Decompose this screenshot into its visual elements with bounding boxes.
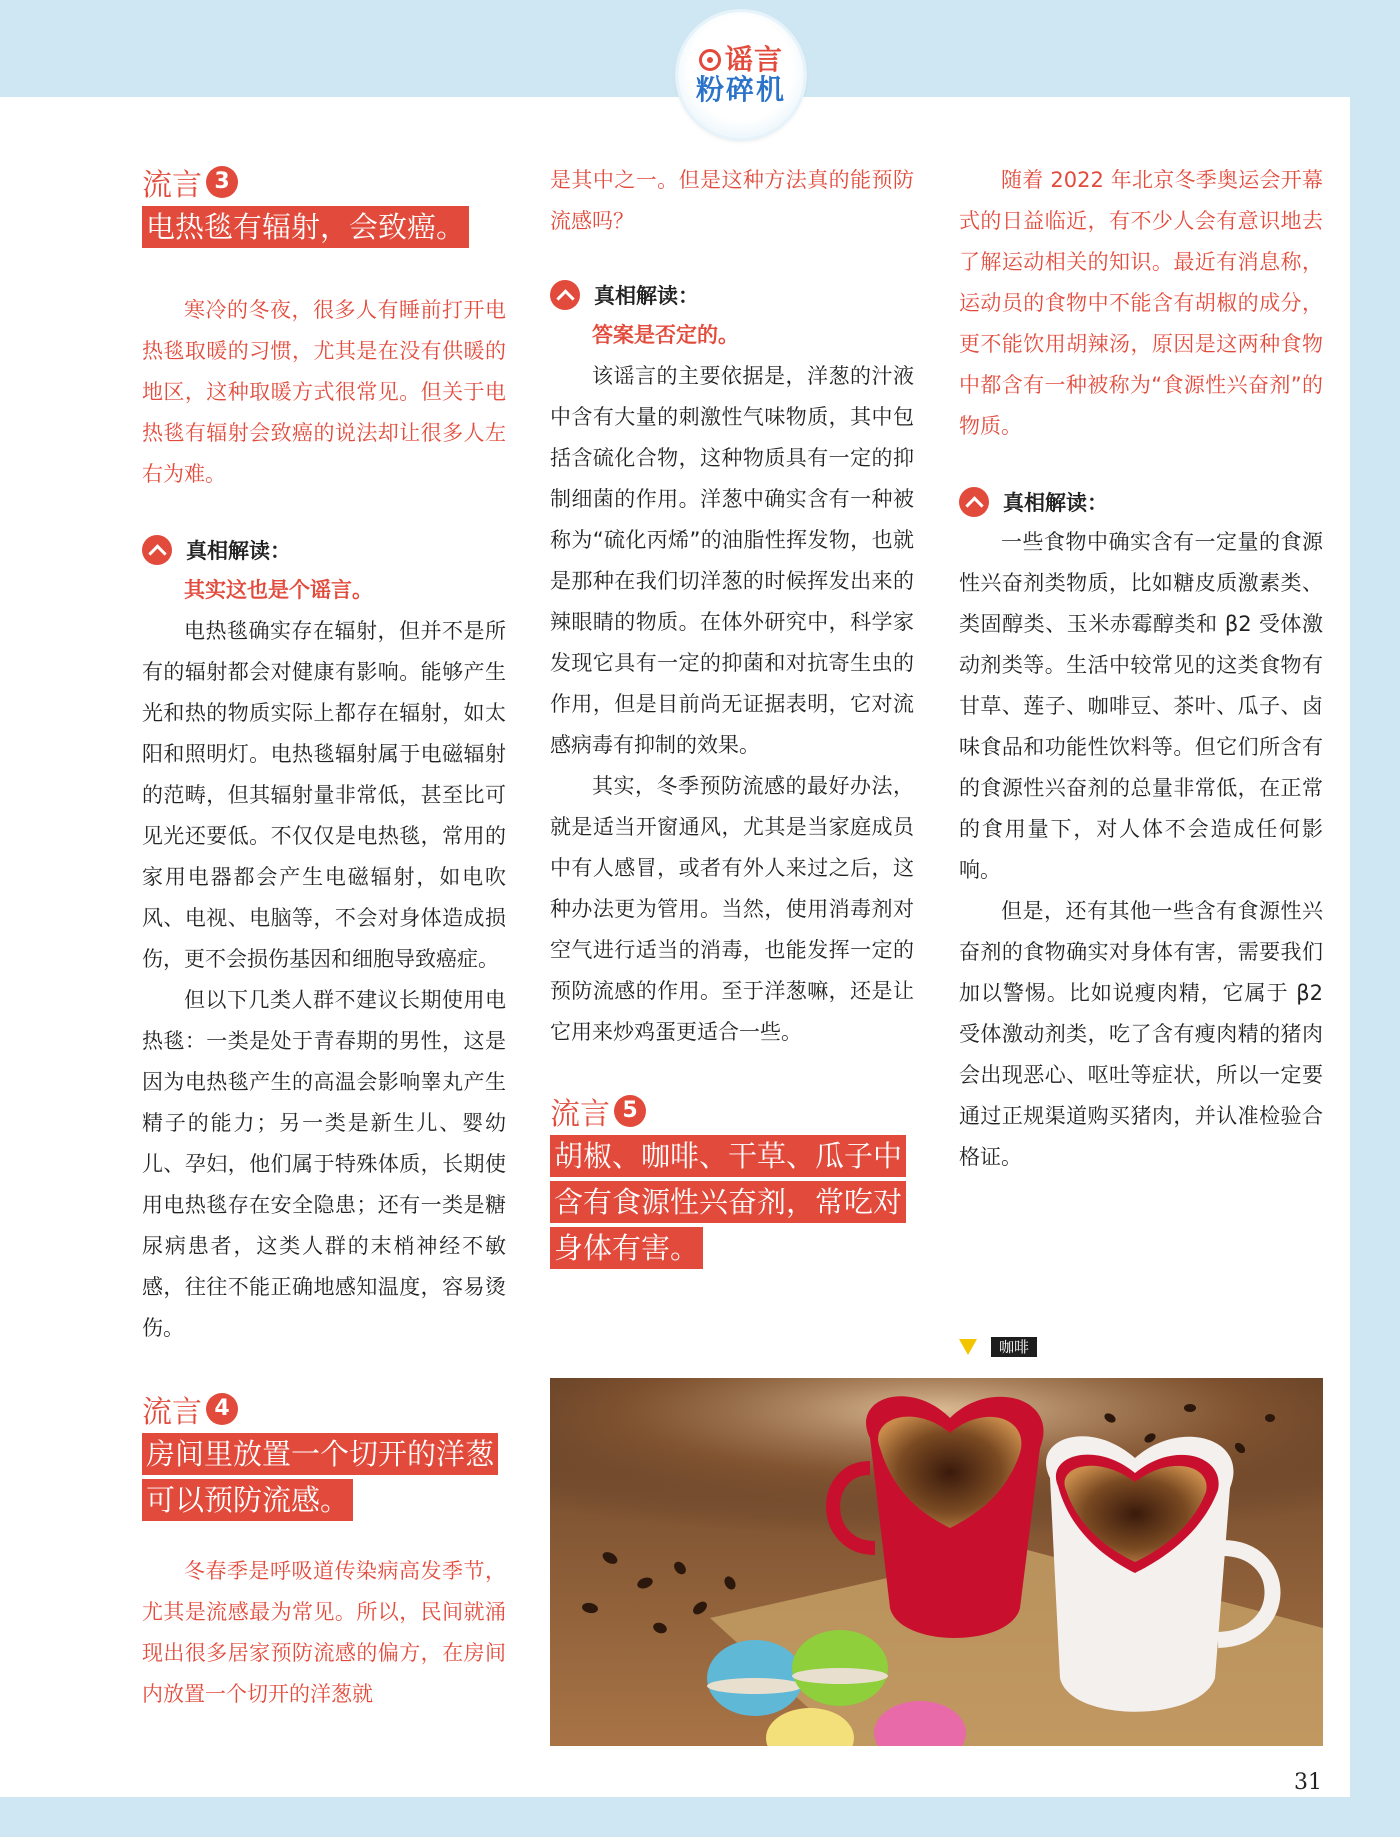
rumor-3-title	[142, 206, 506, 252]
rumor-5-title-line: 身体有害。	[550, 1227, 703, 1269]
truth-icon	[959, 487, 989, 517]
rumor-crusher-logo	[678, 12, 804, 138]
rumor-5-paragraph: 一些食物中确实含有一定量的食源性兴奋剂类物质，比如糖皮质激素类、类固醇类、玉米赤霉醇类和 β2 受体激动剂类等。生活中较常见的这类食物有甘草、莲子、咖啡豆、茶叶、瓜子、卤味食品和功能性饮料等。但它们所含有的食源性兴奋剂的总量非常低，在正常的食用量下，对人体不会造成任何影响。	[959, 530, 1323, 882]
rumor-4-title	[142, 1433, 506, 1525]
rumor-4-intro-continued: 是其中之一。但是这种方法真的能预防流感吗？	[550, 168, 914, 233]
rumor-4-number-badge: 4	[206, 1393, 238, 1425]
rumor-5-title	[550, 1135, 914, 1273]
truth-icon	[550, 280, 580, 310]
rumor-5-label: 流言 5	[550, 1089, 914, 1133]
broadcast-icon	[699, 49, 721, 71]
column-2	[550, 160, 914, 1273]
page-number: 31	[1294, 1770, 1322, 1795]
column-3	[959, 160, 1323, 1178]
rumor-4-paragraph: 其实，冬季预防流感的最好办法，就是适当开窗通风，尤其是当家庭成员中有人感冒，或者有外人来过之后，这种办法更为管用。当然，使用消毒剂对空气进行适当的消毒，也能发挥一定的预防流感的作用。至于洋葱嘛，还是让它用来炒鸡蛋更适合一些。	[550, 774, 914, 1044]
rumor-4-intro: 冬春季是呼吸道传染病高发季节，尤其是流感最为常见。所以，民间就涌现出很多居家预防流感的偏方，在房间内放置一个切开的洋葱就	[142, 1559, 506, 1706]
rumor-3-truth-heading: 真相解读：	[142, 529, 506, 570]
page-bottom-strip	[0, 1797, 1400, 1837]
rumor-3-intro: 寒冷的冬夜，很多人有睡前打开电热毯取暖的习惯，尤其是在没有供暖的地区，这种取暖方式很常见。但关于电热毯有辐射会致癌的说法却让很多人左右为难。	[142, 298, 506, 486]
column-1	[142, 160, 506, 1715]
rumor-5-truth-heading: 真相解读：	[959, 481, 1323, 522]
rumor-3-label: 流言 3	[142, 160, 506, 204]
rumor-3-title-line: 电热毯有辐射，会致癌。	[142, 206, 469, 248]
photo-caption-label: 咖啡	[991, 1337, 1037, 1357]
rumor-3-paragraph: 但以下几类人群不建议长期使用电热毯：一类是处于青春期的男性，这是因为电热毯产生的高温会影响睾丸产生精子的能力；另一类是新生儿、婴幼儿、孕妇，他们属于特殊体质，长期使用电热毯存在安全隐患；还有一类是糖尿病患者，这类人群的末梢神经不敏感，往往不能正确地感知温度，容易烫伤。	[142, 988, 506, 1340]
caption-arrow-icon	[959, 1339, 977, 1355]
photo-caption	[959, 1337, 1037, 1357]
rumor-3-paragraph: 电热毯确实存在辐射，但并不是所有的辐射都会对健康有影响。能够产生光和热的物质实际上都存在辐射，如太阳和照明灯。电热毯辐射属于电磁辐射的范畴，但其辐射量非常低，甚至比可见光还要低。不仅仅是电热毯，常用的家用电器都会产生电磁辐射，如电吹风、电视、电脑等，不会对身体造成损伤，更不会损伤基因和细胞导致癌症。	[142, 619, 506, 971]
rumor-5-title-line: 含有食源性兴奋剂，常吃对	[550, 1181, 906, 1223]
rumor-4-truth-heading: 真相解读：	[550, 274, 914, 315]
rumor-4-paragraph: 该谣言的主要依据是，洋葱的汁液中含有大量的刺激性气味物质，其中包括含硫化合物，这种物质具有一定的抑制细菌的作用。洋葱中确实含有一种被称为“硫化丙烯”的油脂性挥发物，也就是那种在我们切洋葱的时候挥发出来的辣眼睛的物质。在体外研究中，科学家发现它具有一定的抑菌和对抗寄生虫的作用，但是目前尚无证据表明，它对流感病毒有抑制的效果。	[550, 364, 914, 757]
rumor-4-title-line: 可以预防流感。	[142, 1479, 353, 1521]
coffee-photo	[550, 1378, 1323, 1746]
rumor-4-label: 流言 4	[142, 1387, 506, 1431]
rumor-5-intro: 随着 2022 年北京冬季奥运会开幕式的日益临近，有不少人会有意识地去了解运动相关的知识。最近有消息称，运动员的食物中不能含有胡椒的成分，更不能饮用胡辣汤，原因是这两种食物中都含有一种被称为“食源性兴奋剂”的物质。	[959, 168, 1323, 438]
rumor-5-number-badge: 5	[614, 1095, 646, 1127]
coffee-cups-illustration	[550, 1378, 1323, 1746]
rumor-4-title-line: 房间里放置一个切开的洋葱	[142, 1433, 498, 1475]
rumor-3-number-badge: 3	[206, 166, 238, 198]
rumor-5-paragraph: 但是，还有其他一些含有食源性兴奋剂的食物确实对身体有害，需要我们加以警惕。比如说瘦肉精，它属于 β2 受体激动剂类，吃了含有瘦肉精的猪肉会出现恶心、呕吐等症状，所以一定要通过正规渠道购买猪肉，并认准检验合格证。	[959, 899, 1323, 1169]
page-margin-strip	[1350, 97, 1400, 1837]
truth-icon	[142, 535, 172, 565]
rumor-3-answer: 其实这也是个谣言。	[184, 578, 373, 602]
logo-line-2: 粉碎机	[695, 73, 786, 106]
rumor-5-title-line: 胡椒、咖啡、干草、瓜子中	[550, 1135, 906, 1177]
rumor-4-answer: 答案是否定的。	[592, 323, 739, 347]
logo-line-1: 谣言	[724, 43, 783, 76]
